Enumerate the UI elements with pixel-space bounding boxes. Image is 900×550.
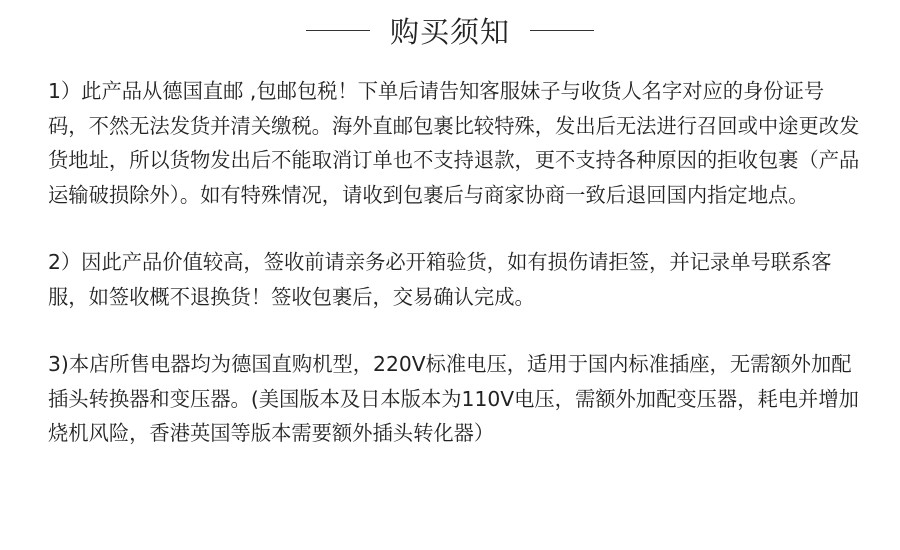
title-left-divider [306,30,370,31]
title-right-divider [530,30,594,31]
page-title: 购买须知 [389,14,510,49]
notice-paragraph-2: 2）因此产品价值较高，签收前请亲务必开箱验货，如有损伤请拒签，并记录单号联系客服，如签收概不退换货！签收包裹后，交易确认完成。 [48,250,832,309]
title-row [0,8,900,52]
notice-paragraph-1: 1）此产品从德国直邮 ,包邮包税！下单后请告知客服妹子与收货人名字对应的身份证号码，不然无法发货并清关缴税。海外直邮包裹比较特殊，发出后无法进行召回或中途更改发货地址，所以货物发出后不能取消订单也不支持退款，更不支持各种原因的拒收包裹（产品运输破损除外）。如有特殊情况，请收到包裹后与商家协商一致后退回国内指定地点。 [48,79,860,207]
notice-paragraph-3: 3)本店所售电器均为德国直购机型，220V标准电压，适用于国内标准插座，无需额外加配插头转换器和变压器。(美国版本及日本版本为110V电压，需额外加配变压器，耗电并增加烧机风险，香港英国等版本需要额外插头转化器） [48,352,859,445]
notice-content [48,74,863,484]
